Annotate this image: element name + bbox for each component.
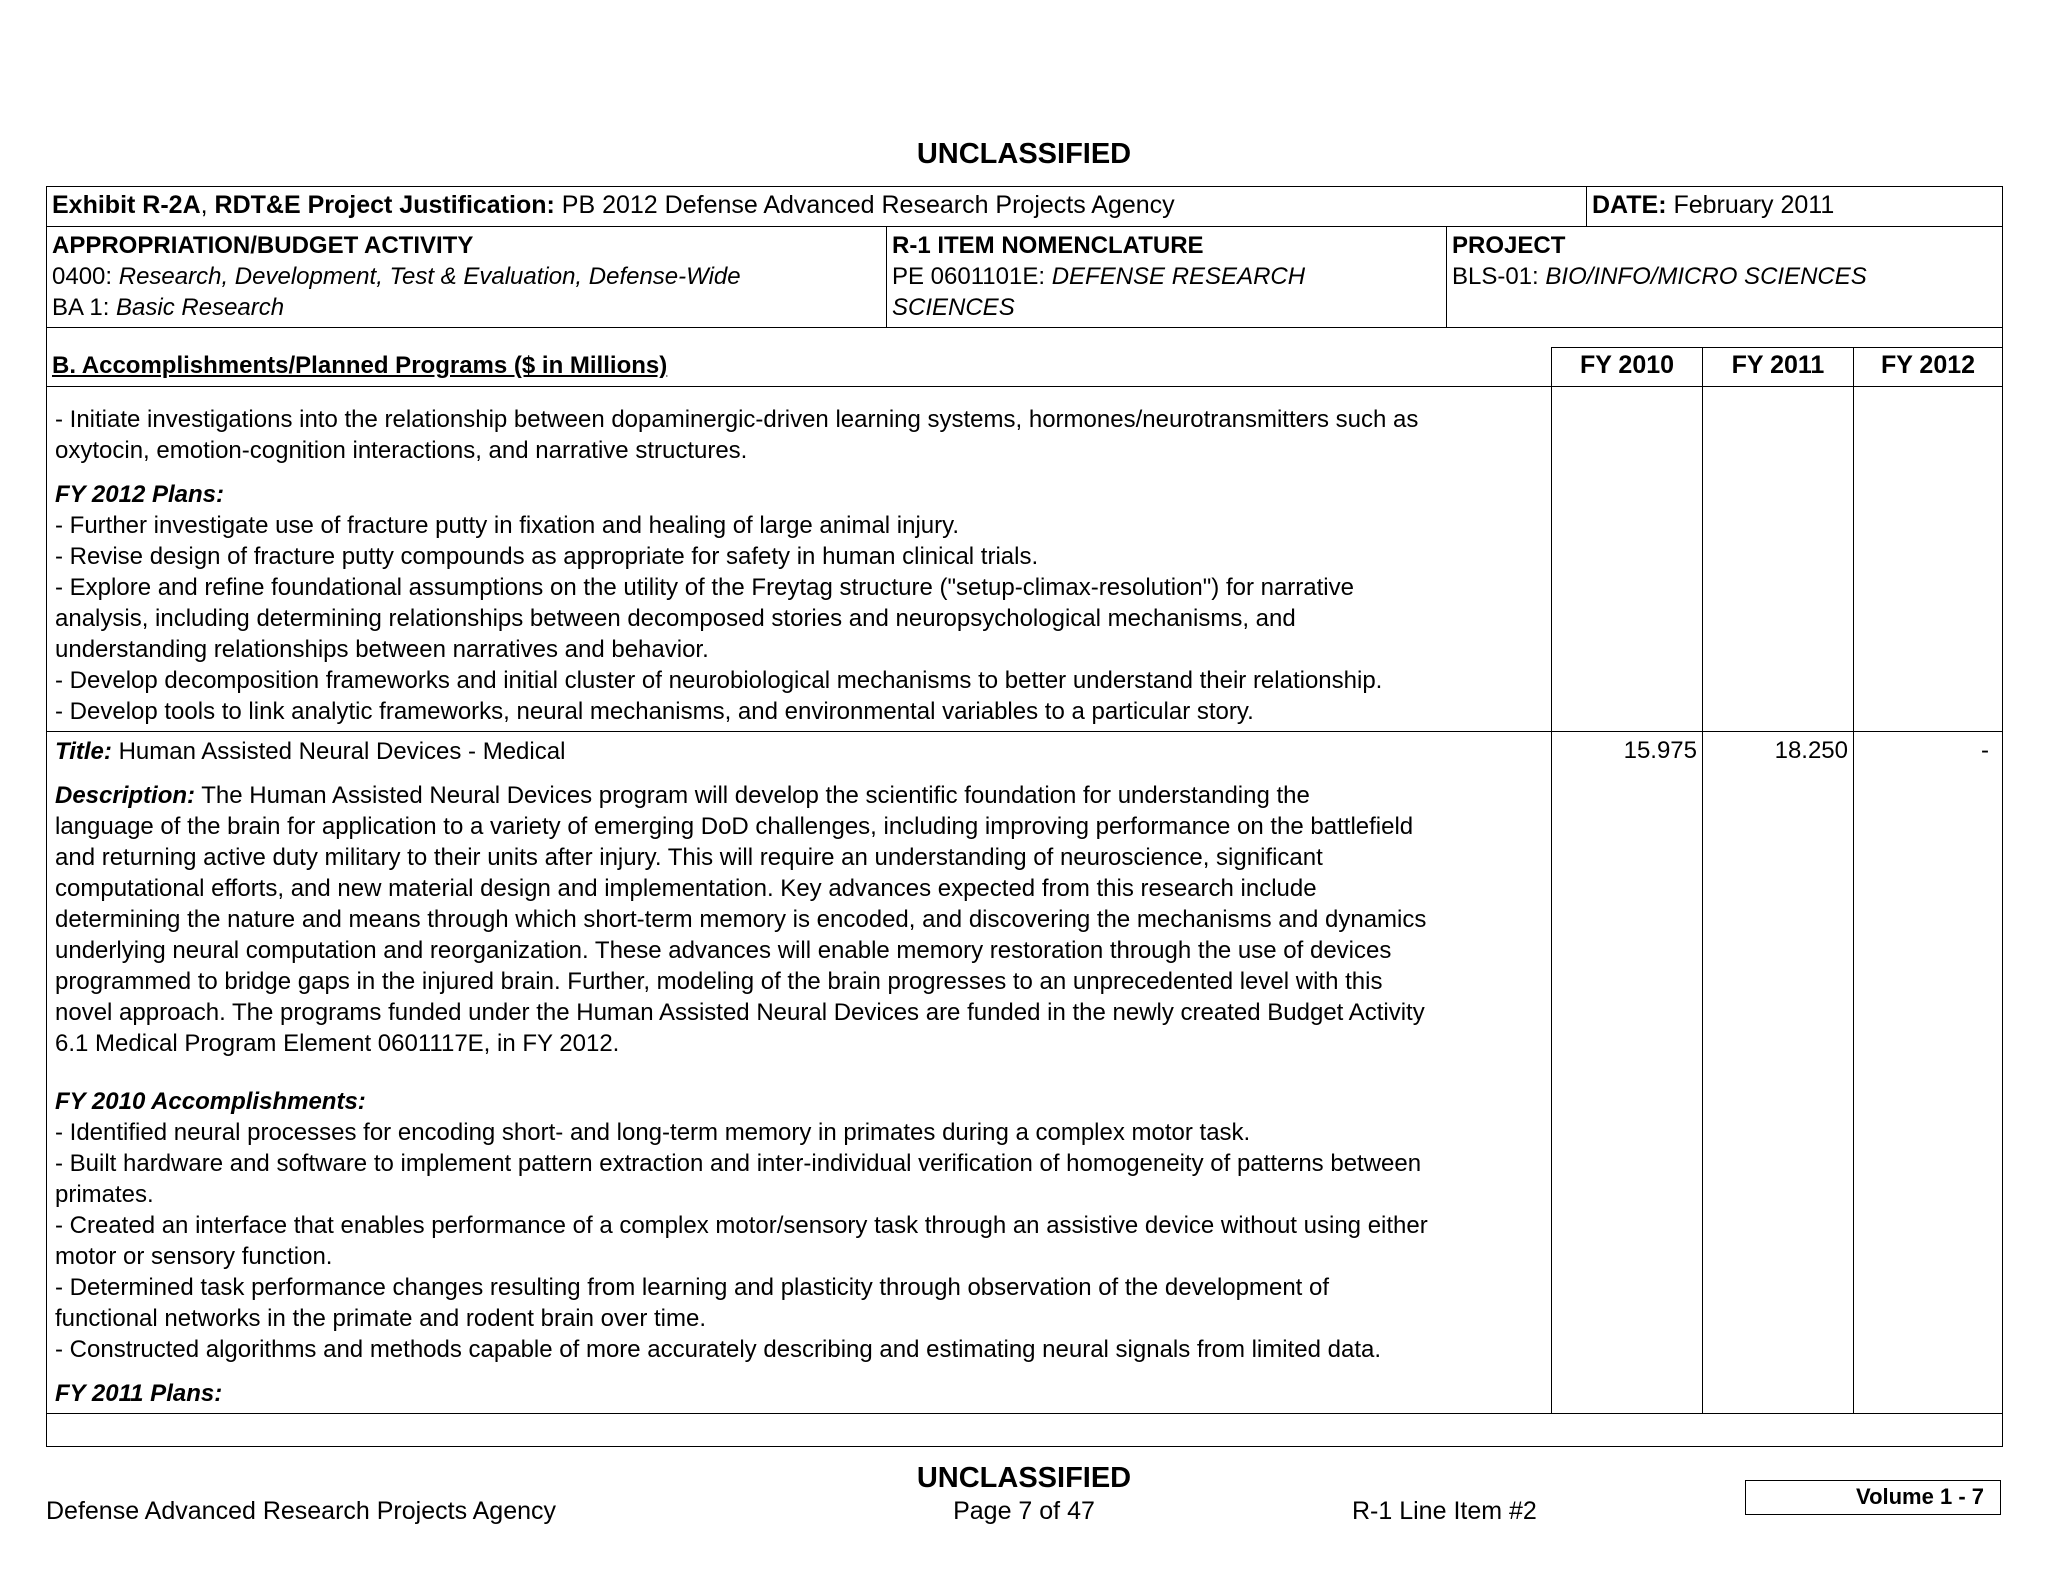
appropriation-label: APPROPRIATION/BUDGET ACTIVITY [52, 232, 474, 259]
column-header-fy2012: FY 2012 [1880, 351, 1976, 379]
classification-banner-bottom: UNCLASSIFIED [916, 1462, 1132, 1494]
value-fy2012: - [1981, 737, 1989, 764]
rule-col-fy2011 [1702, 347, 1703, 1413]
date-value: February 2011 [1666, 191, 1835, 219]
project-label: PROJECT [1452, 232, 1566, 259]
rule-header [47, 226, 2002, 227]
justification-value: PB 2012 Defense Advanced Research Projects Agency [554, 191, 1175, 219]
program-title: Title: Human Assisted Neural Devices - Medical [55, 738, 566, 765]
fy2012-plans-heading: FY 2012 Plans: [55, 481, 224, 508]
project-block: PROJECT BLS-01: BIO/INFO/MICRO SCIENCES [1452, 232, 1867, 290]
value-fy2011: 18.250 [1774, 737, 1848, 764]
appropriation-block: APPROPRIATION/BUDGET ACTIVITY 0400: Research, Development, Test & Evaluation, Defense-Wide BA 1: Basic Research [52, 232, 741, 321]
rule-col-fy2012 [1853, 347, 1854, 1413]
fy2010-accomplishments-heading: FY 2010 Accomplishments: [55, 1088, 366, 1115]
section-title: B. Accomplishments/Planned Programs ($ in Millions) [52, 352, 668, 379]
budget-activity-name: Basic Research [116, 294, 285, 321]
value-fy2010: 15.975 [1623, 737, 1697, 764]
justification-label: RDT&E Project Justification: [214, 191, 555, 219]
rule-row-separator [47, 731, 2002, 732]
footer-agency: Defense Advanced Research Projects Agency [46, 1497, 557, 1525]
rule-columns [47, 386, 2002, 387]
rule-header-divider-1 [886, 226, 887, 327]
date-field [1592, 190, 1834, 221]
rule-header-divider-2 [1446, 226, 1447, 327]
rule-date-divider [1586, 186, 1587, 227]
row2-content: Title: Human Assisted Neural Devices - Medical Description: The Human Assisted Neural Devices program will develop the scientific foundation for understanding the language of the brain for application to a variety of emerging DoD challenges, including improving performance on the battlefield and returning active duty military to their units after injury. This will require an understanding of neuroscience, significant computational efforts, and new material design and implementation. Key advances expected from this research include determining the nature and means through which short-term memory is encoded, and discovering the mechanisms and dynamics underlying neural computation and reorganization. These advances will enable memory restoration through the use of devices programmed to bridge gaps in the injured brain. Further, modeling of the brain progresses to an unprecedented level with this novel approach. The programs funded under the Human Assisted Neural Devices are funded in the newly created Budget Activity 6.1 Medical Program Element 0601117E, in FY 2012. FY 2010 Accomplishments: - Identified neural processes for encoding short- and long-term memory in primates during a complex motor task. - Built hardware and software to implement pattern extraction and inter-individual verification of homogeneity of patterns between primates. - Created an interface that enables performance of a complex motor/sensory task through an assistive device without using either motor or sensory function. - Determined task performance changes resulting from learning and plasticity through observation of the development of functional networks in the primate and rodent brain over time. - Constructed algorithms and methods capable of more accurately describing and estimating neural signals from limited data. FY 2011 Plans: [55, 736, 1555, 1409]
row1-content: - Initiate investigations into the relationship between dopaminergic-driven learning systems, hormones/neurotransmitters such as oxytocin, emotion-cognition interactions, and narrative structures. FY 2012 Plans: - Further investigate use of fracture putty in fixation and healing of large animal injury. - Revise design of fracture putty compounds as appropriate for safety in human clinical trials. - Explore and refine foundational assumptions on the utility of the Freytag structure ("setup-climax-resolution") for narrative analysis, including determining relationships between decomposed stories and neuropsychological mechanisms, and understanding relationships between narratives and behavior. - Develop decomposition frameworks and initial cluster of neurobiological mechanisms to better understand their relationship. - Develop tools to link analytic frameworks, neural mechanisms, and environmental variables to a particular story. [55, 404, 1555, 727]
footer-page-number: Page 7 of 47 [953, 1497, 1095, 1525]
appropriation-name: Research, Development, Test & Evaluation, Defense-Wide [118, 263, 741, 290]
exhibit-label: Exhibit R-2A [52, 191, 201, 219]
footer-line-item: R-1 Line Item #2 [1352, 1497, 1537, 1525]
column-header-fy2010: FY 2010 [1579, 351, 1675, 379]
column-header-fy2011: FY 2011 [1731, 351, 1825, 379]
rule-table-bottom [47, 1413, 2002, 1414]
project-name: BIO/INFO/MICRO SCIENCES [1545, 263, 1867, 290]
fy2011-plans-heading: FY 2011 Plans: [55, 1380, 223, 1407]
footer-volume: Volume 1 - 7 [1856, 1484, 1984, 1509]
program-description: Description: The Human Assisted Neural Devices program will develop the scientific foundation for understanding the [55, 782, 1310, 809]
rule-header-bottom [47, 327, 2002, 328]
exhibit-title: Exhibit R-2A, RDT&E Project Justification: PB 2012 Defense Advanced Research Projects Agency [52, 191, 1175, 219]
r1-item-block: R-1 ITEM NOMENCLATURE PE 0601101E: DEFENSE RESEARCH SCIENCES [892, 232, 1306, 321]
date-label: DATE: [1592, 191, 1667, 219]
r1-label: R-1 ITEM NOMENCLATURE [892, 232, 1204, 259]
rule-fy-top [1551, 347, 2002, 348]
footer-volume-box [1745, 1480, 2001, 1515]
classification-banner-top: UNCLASSIFIED [916, 138, 1132, 170]
